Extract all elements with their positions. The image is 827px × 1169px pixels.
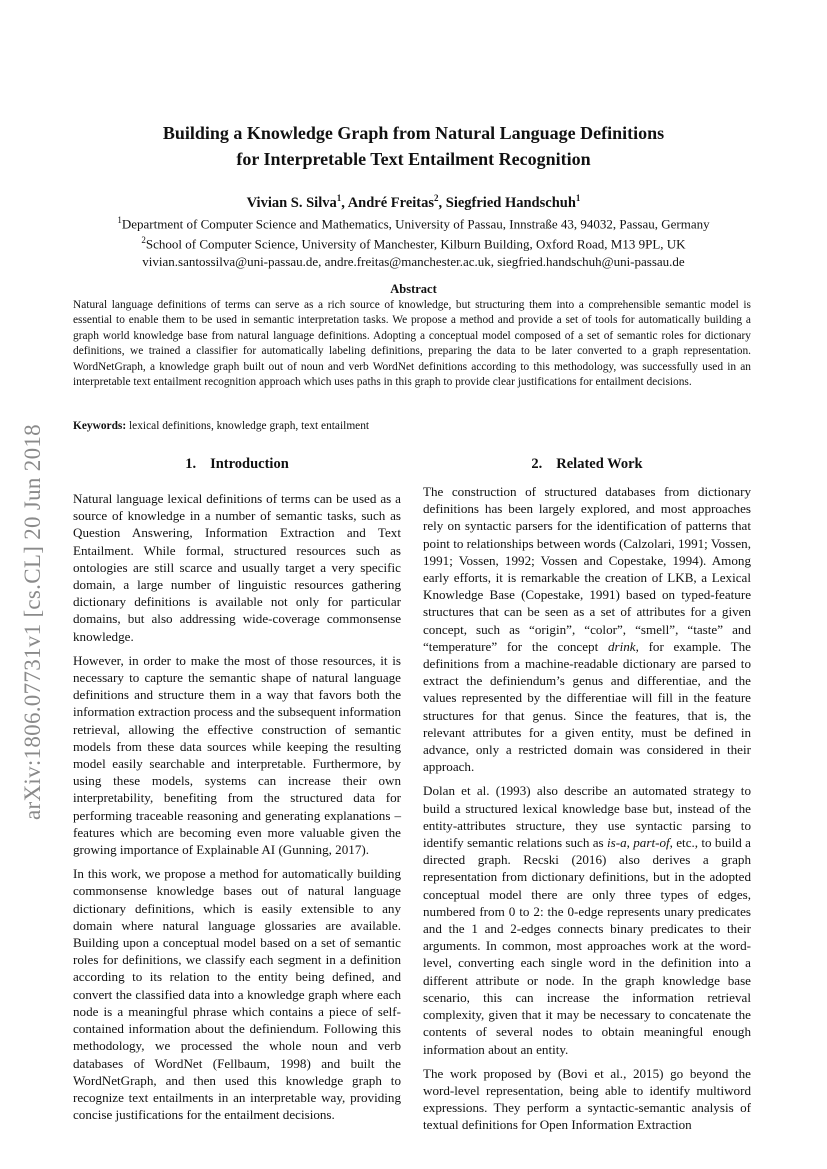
arxiv-identifier: arXiv:1806.07731v1 [cs.CL] 20 Jun 2018 — [20, 424, 45, 820]
paper-title — [0, 120, 827, 172]
keywords: Keywords: lexical definitions, knowledge graph, text entailment — [73, 420, 370, 432]
left-column — [73, 490, 401, 1130]
paragraph: However, in order to make the most of those resources, it is necessary to capture the semantic shape of natural language definitions and structure them in a way that favors both the information extraction process and the subsequent information retrieval, allowing the effective construction of semantic models from these data sources while keeping the resulting model easily searchable and interpretable. Furthermore, by using these models, systems can increase their own interpretability, benefiting from the structured data for performing traceable reasoning and generating explanations – features which are becoming even more valuable given the growing importance of Explainable AI (Gunning, 2017). — [73, 652, 401, 858]
author: Vivian S. Silva$^1$ — [246, 193, 342, 211]
section-heading-introduction: 1. Introduction — [185, 456, 289, 472]
title-line: Building a Knowledge Graph from Natural Language Definitions — [162, 123, 665, 143]
affiliations — [0, 212, 827, 270]
author: Siegfried Handschuh$^1$ — [445, 193, 581, 211]
author: André Freitas$^2$ — [347, 193, 439, 211]
abstract-heading: Abstract — [390, 282, 437, 296]
paragraph: Dolan et al. (1993) also describe an automated strategy to build a structured lexical knowledge base but, instead of the entity-attributes structure, they use syntactic parsing to identify semantic relations such as is-a, part-of, etc., to build a directed graph. Recski (2016) also derives a graph representation from dictionary definitions, but in the adopted conceptual model there are only three types of edges, numbered from 0 to 2: the 0-edge represents unary predicates and the 1 and 2-edges connects binary predicates to their arguments. In common, most approaches work at the word-level, converting each single word in the definition into a different attribute or node. In the graph knowledge base scenario, this can increase the information retrieval complexity, given that it may be necessary to concatenate the contents of several nodes to obtain meaningful enough information about an entity. — [423, 783, 751, 1057]
title-line: for Interpretable Text Entailment Recognition — [236, 149, 591, 169]
emails: vivian.santossilva@uni-passau.de, andre.freitas@manchester.ac.uk, siegfried.handschuh@uni-passau.de — [142, 253, 685, 269]
authors: Vivian S. Silva$^1$, André Freitas$^2$, Siegfried Handschuh$^1$ — [246, 193, 581, 211]
abstract-text: Natural language definitions of terms can serve as a rich source of knowledge, but structuring them into a comprehensible semantic model is essential to enable them to be used in semantic interpretation tasks. We propose a method and provide a set of tools for automatically building a graph world knowledge base from natural language definitions. Adopting a conceptual model composed of a set of semantic roles for dictionary definitions, we trained a classifier for automatically labeling definitions, preparing the data to be later converted to a graph representation. WordNetGraph, a knowledge graph built out of noun and verb WordNet definitions according to this methodology, was successfully used in an interpretable text entailment recognition approach which uses paths in this graph to provide clear justifications for entailment decisions. — [73, 299, 751, 389]
paragraph: The work proposed by (Bovi et al., 2015) go beyond the word-level representation, being able to identify multiword expressions. They perform a syntactic-semantic analysis of textual definitions for Open Information Extraction — [423, 1065, 751, 1133]
section-heading-related-work: 2. Related Work — [531, 456, 643, 472]
affiliation: $^1$Department of Computer Science and Mathematics, University of Passau, Innstraße 43, 94032, Passau, Germany — [117, 215, 710, 232]
paragraph: Natural language lexical definitions of terms can be used as a source of knowledge in a number of semantic tasks, such as Question Answering, Information Extraction and Text Entailment. While formal, structured resources such as ontologies are still scarce and usually target a very specific domain, a large number of linguistic resources gathering dictionary definitions is available not only for particular domains, but also addressing wide-coverage commonsense knowledge. — [73, 491, 401, 644]
paragraph: In this work, we propose a method for automatically building commonsense knowledge bases out of natural language dictionary definitions, which is easily extensible to any domain where natural language glossaries are available. Building upon a conceptual model based on a set of semantic roles for definitions, we classify each segment in a definition according to its relation to the entity being defined, and convert the classified data into a knowledge graph where each node is a meaningful phrase which contains a piece of self-contained information about the definiendum. Following this methodology, we processed the whole noun and verb databases of WordNet (Fellbaum, 1998) and built the WordNetGraph, and then used this knowledge graph to recognize text entailments in an interpretable way, providing concise justifications for the entailment decisions. — [73, 866, 401, 1123]
paragraph: The construction of structured databases from dictionary definitions has been largely explored, and most approaches rely on syntactic parsers for the identification of patterns that point to relationships between words (Calzolari, 1991; Vossen, 1991; Vossen, 1992; Vossen and Copestake, 1994). Among early efforts, it is remarkable the creation of LKB, a Lexical Knowledge Base (Copestake, 1991) based on typed-feature structures that can be seen as a set of attributes for a given concept, such as “origin”, “color”, “smell”, “taste” and “temperature” for the concept drink, for example. The definitions from a machine-readable dictionary are parsed to extract the definiendum’s genus and differentiae, and the values represented by the differentiae will fill in the feature structures for that genus. Since the features, that is, the relevant attributes for a given entity, must be defined in advance, only a restricted domain was considered in their approach. — [423, 484, 751, 775]
affiliation: $^2$School of Computer Science, University of Manchester, Kilburn Building, Oxford Road, M13 9PL, UK — [141, 235, 686, 252]
right-column — [423, 483, 751, 1141]
